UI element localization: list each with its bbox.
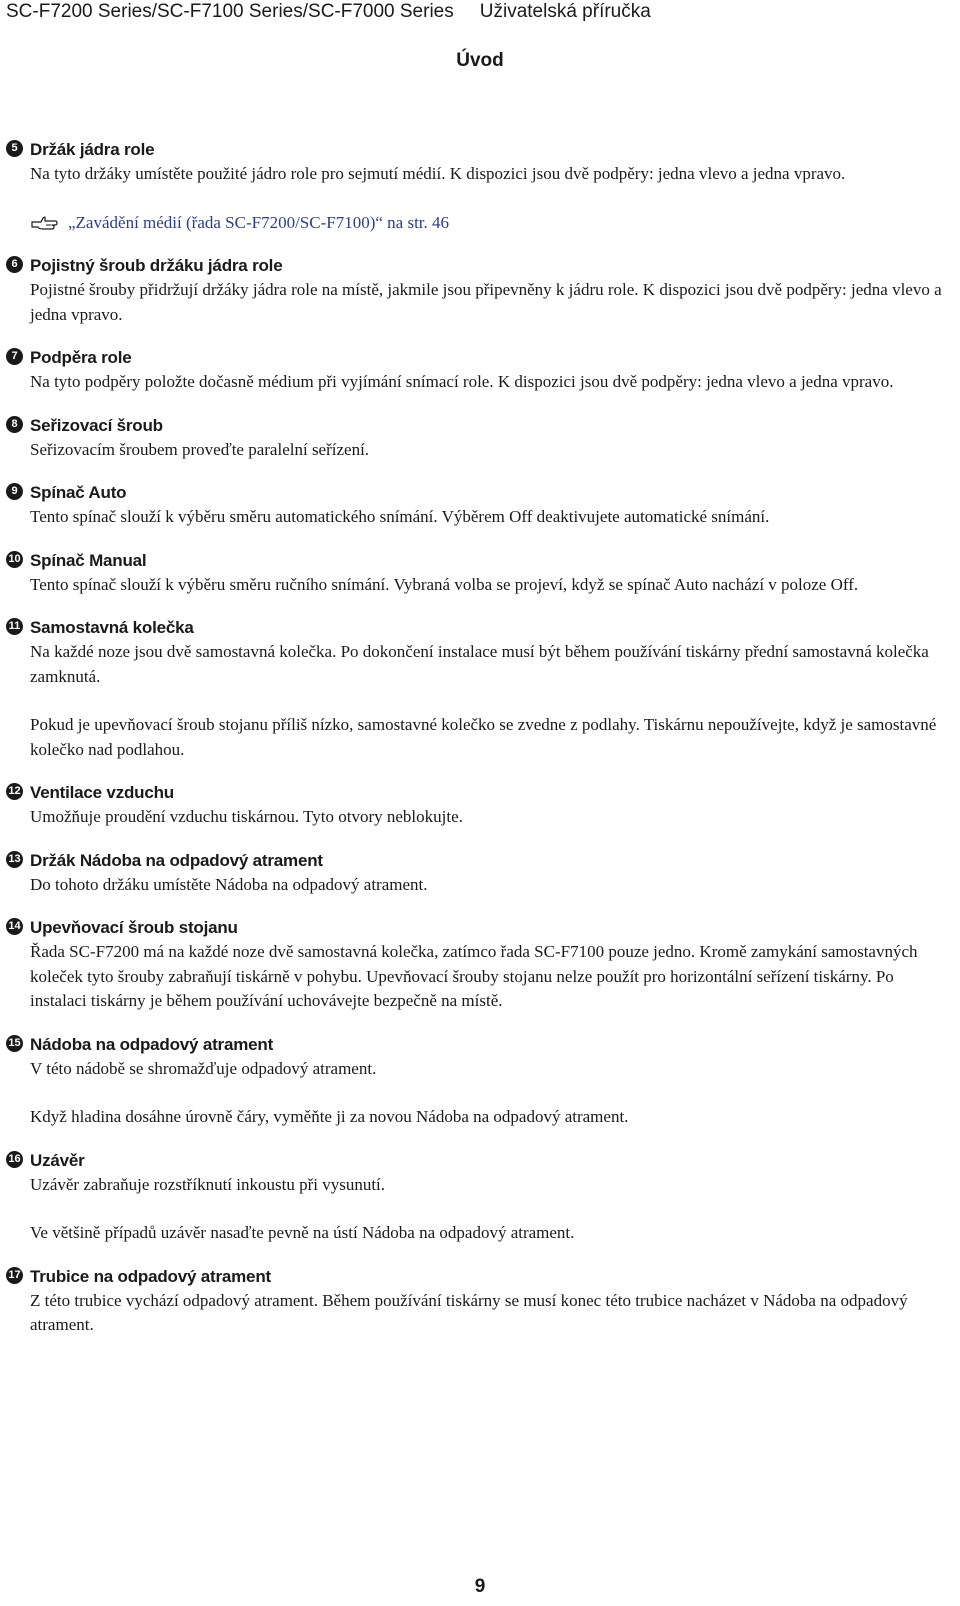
item-title: Upevňovací šroub stojanu	[30, 918, 238, 937]
item-title: Spínač Auto	[30, 483, 127, 502]
list-item	[6, 1033, 946, 1130]
list-item	[6, 849, 946, 898]
pointing-hand-icon	[30, 213, 60, 233]
item-title: Trubice na odpadový atrament	[30, 1266, 271, 1286]
item-title: Podpěra role	[30, 348, 132, 367]
list-item	[6, 481, 946, 530]
cross-reference-link[interactable]	[30, 211, 946, 236]
list-item	[6, 138, 946, 235]
item-title: Ventilace vzduchu	[30, 783, 174, 802]
section-title: Úvod	[456, 50, 504, 71]
item-title: Spínač Manual	[30, 550, 147, 570]
item-description: Seřizovacím šroubem proveďte paralelní seřízení.	[30, 439, 370, 459]
parts-list	[6, 138, 946, 1357]
item-number: 10	[6, 551, 23, 568]
list-item	[6, 781, 946, 830]
reference-text: „Zavádění médií (řada SC-F7200/SC-F7100)“ na str. 46	[68, 212, 450, 232]
item-number: 17	[6, 1267, 23, 1284]
header-product: SC-F7200 Series/SC-F7100 Series/SC-F7000 Series	[6, 1, 454, 22]
item-title: Držák Nádoba na odpadový atrament	[30, 850, 323, 870]
item-number: 13	[6, 851, 23, 868]
item-title: Nádoba na odpadový atrament	[30, 1034, 274, 1054]
item-description: Pojistné šrouby přidržují držáky jádra role na místě, jakmile jsou připevněny k jádru role. K dispozici jsou dvě podpěry: jedna vlevo a jedna vpravo.	[30, 280, 942, 324]
item-description: Na tyto podpěry položte dočasně médium při vyjímání snímací role. K dispozici jsou dvě podpěry: jedna vlevo a jedna vpravo.	[30, 372, 894, 391]
page-header	[6, 0, 651, 24]
item-number: 8	[6, 416, 23, 433]
item-description: Na každé noze jsou dvě samostavná kolečka. Po dokončení instalace musí být během používání tiskárny přední samostavná kolečka zamknutá.	[30, 642, 929, 686]
item-title: Samostavná kolečka	[30, 618, 194, 637]
item-note: Ve většině případů uzávěr nasaďte pevně na ústí Nádoba na odpadový atrament.	[30, 1223, 575, 1242]
item-number: 11	[6, 618, 23, 635]
item-number: 15	[6, 1035, 23, 1052]
header-guide: Uživatelská příručka	[479, 1, 651, 22]
list-item	[6, 1149, 946, 1246]
item-note: Pokud je upevňovací šroub stojanu příliš nízko, samostavné kolečko se zvedne z podlahy. Tiskárnu nepoužívejte, když je samostavné kolečko nad podlahou.	[30, 715, 937, 759]
item-number: 16	[6, 1151, 23, 1168]
item-title: Uzávěr	[30, 1150, 85, 1170]
item-description: Uzávěr zabraňuje rozstříknutí inkoustu při vysunutí.	[30, 1174, 386, 1194]
item-number: 12	[6, 783, 23, 800]
list-item	[6, 549, 946, 598]
item-description: V této nádobě se shromažďuje odpadový atrament.	[30, 1058, 377, 1078]
item-title: Seřizovací šroub	[30, 415, 163, 435]
item-number: 5	[6, 140, 23, 157]
item-number: 9	[6, 483, 23, 500]
list-item	[6, 346, 946, 395]
item-number: 7	[6, 348, 23, 365]
item-title: Pojistný šroub držáku jádra role	[30, 256, 283, 275]
item-description: Tento spínač slouží k výběru směru automatického snímání. Výběrem Off deaktivujete automatické snímání.	[30, 507, 770, 526]
list-item	[6, 916, 946, 1014]
item-description: Do tohoto držáku umístěte Nádoba na odpadový atrament.	[30, 874, 428, 894]
item-description: Na tyto držáky umístěte použité jádro role pro sejmutí médií. K dispozici jsou dvě podpěry: jedna vlevo a jedna vpravo.	[30, 164, 846, 183]
page-number: 9	[474, 1576, 486, 1597]
item-note: Když hladina dosáhne úrovně čáry, vyměňte ji za novou Nádoba na odpadový atrament.	[30, 1107, 629, 1126]
list-item	[6, 414, 946, 463]
item-title: Držák jádra role	[30, 140, 155, 159]
list-item	[6, 1265, 946, 1338]
item-description: Z této trubice vychází odpadový atrament. Během používání tiskárny se musí konec této trubice nacházet v Nádoba na odpadový atrament.	[30, 1290, 908, 1334]
item-description: Řada SC-F7200 má na každé noze dvě samostavná kolečka, zatímco řada SC-F7100 pouze jedno. Kromě zamykání samostavných koleček tyto šrouby zabraňují tiskárně v pohybu. Upevňovací šrouby stojanu nelze použít pro horizontální seřízení tiskárny. Po instalaci tiskárny je během používání uchovávejte bezpečně na místě.	[30, 942, 918, 1010]
item-number: 6	[6, 256, 23, 273]
list-item	[6, 616, 946, 762]
item-description: Tento spínač slouží k výběru směru ručního snímání. Vybraná volba se projeví, když se spínač Auto nachází v poloze Off.	[30, 574, 859, 594]
list-item	[6, 254, 946, 327]
item-description: Umožňuje proudění vzduchu tiskárnou. Tyto otvory neblokujte.	[30, 807, 463, 826]
item-number: 14	[6, 918, 23, 935]
